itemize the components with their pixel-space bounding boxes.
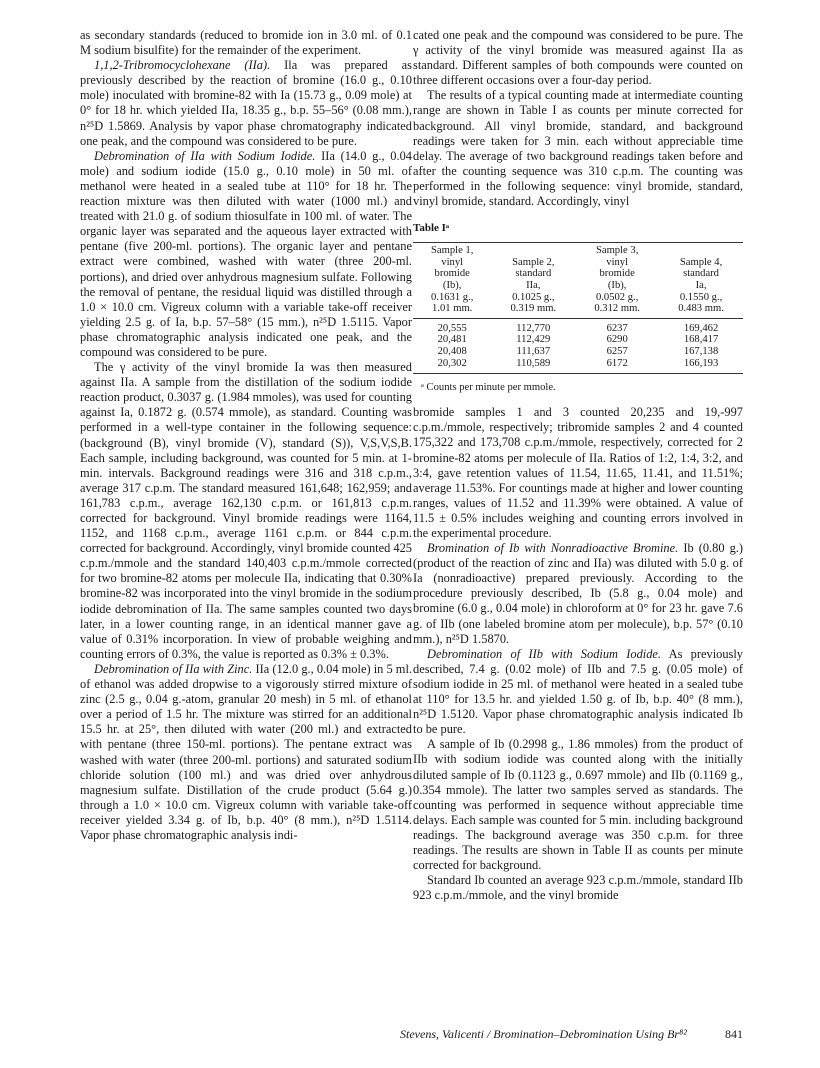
paragraph: Debromination of IIb with Sodium Iodide. As previously described, 7.4 g. (0.02 mole) of IIb and 7.5 g. (0.05 mole) of sodium iodide in 25 ml. of methanol were heated in a sealed tube at 110° for 13.5 hr. and yielded 1.50 g. of Ib, b.p. 40° (8 mm.), n²⁵D 1.5120. Vapor phase chromatographic analysis indicated Ib to be pure. [413, 646, 743, 737]
paragraph: as secondary standards (reduced to bromide ion in 3.0 ml. of 0.1 M sodium bisulfite) for the remainder of the experiment. [80, 28, 412, 58]
left-column [80, 28, 412, 843]
results-table [413, 242, 743, 374]
table-cell: 20,481 [437, 334, 467, 346]
column-header: Sample 2, standard IIa, 0.1025 g., 0.319 mm. [491, 243, 575, 319]
column-header: Sample 1, vinyl bromide (Ib), 0.1631 g., 1.01 mm. [413, 243, 491, 319]
table-cell: 169,462 [683, 322, 719, 334]
table-cell: 20,555 [437, 322, 467, 334]
paragraph: Bromination of Ib with Nonradioactive Bromine. Ib (0.80 g.) (product of the reaction of zinc and IIa) was diluted with 5.0 g. of Ia (nonradioactive) prepared previously. According to the procedure previously described, Ib (5.8 g., 0.04 mole) and bromine (6.0 g., 0.04 mole) in chloroform at 0° for 23 hr. gave 7.6 g. of IIb (one labeled bromine atom per molecule), b.p. 57° (0.10 mm.), n²⁵D 1.5870. [413, 541, 743, 646]
paragraph: Standard Ib counted an average 923 c.p.m./mmole, standard IIb 923 c.p.m./mmole, and the vinyl bromide [413, 873, 743, 903]
table-footnote: ᵃ Counts per minute per mmole. [421, 382, 556, 394]
page-number: 841 [725, 1027, 743, 1041]
section-heading: Debromination of IIa with Sodium Iodide. [94, 148, 316, 163]
table-cell: 6290 [606, 334, 628, 346]
paragraph: Debromination of IIa with Sodium Iodide. IIa (14.0 g., 0.04 mole) and sodium iodide (15.0 g., 0.10 mole) in 50 ml. of methanol were heated in a sealed tube at 110° for 18 hr. The reaction mixture was then diluted with water (1000 ml.) and treated with 21.0 g. of sodium thiosulfate in 100 ml. of water. The organic layer was separated and the aqueous layer extracted with pentane (five 200-ml. portions). The organic layer and pentane extract were combined, washed with water (three 200-ml. portions), and dried over anhydrous magnesium sulfate. Following the removal of pentane, the residual liquid was distilled through a 1.0 × 10.0 cm. Vigreux column with a variable take-off receiver yielding 2.5 g. of Ia, b.p. 57–58° (15 mm.), n²⁵D 1.5115. Vapor phase chromatographic analysis indicated one peak, and the compound was considered to be pure. [80, 148, 412, 359]
table-cell: 166,193 [659, 358, 743, 374]
paragraph: The γ activity of the vinyl bromide Ia was then measured against IIa. A sample from the distillation of the sodium iodide reaction product, 0.3037 g. (1.984 mmoles), was used for counting against Ia, 0.1872 g. (0.574 mmole), as standard. Counting was performed in a well-type container in the following sequence: (background (B), vinyl bromide (V), standard (S)), V,S,V,S,B. Each sample, including background, was counted for 5 min. at 1-min. intervals. Background readings were 316 and 318 c.p.m., average 317 c.p.m. The standard measured 161,648; 162,959; and 161,783 c.p.m., average 162,130 c.p.m. or 161,813 c.p.m. corrected for background. Vinyl bromide readings were 1164, 1152, and 1168 c.p.m., average 1161 c.p.m. or 844 c.p.m. corrected for background. Accordingly, vinyl bromide counted 425 c.p.m./mmole and the standard 140,403 c.p.m./mmole corrected for two bromine-82 atoms per molecule IIa, indicating that 0.30% bromine-82 was incorporated into the vinyl bromide in the sodium iodide debromination of IIa. The same samples counted two days later, in a lower counting range, in an identical manner gave a value of 0.31% incorporation. In view of probable weighing and counting errors of 0.3%, the value is reported as 0.3% ± 0.3%. [80, 360, 412, 661]
right-column [413, 28, 743, 903]
table-cell: 110,589 [491, 358, 575, 374]
table-cell: 6237 [606, 322, 628, 334]
table-row [413, 334, 743, 346]
table-row [413, 318, 743, 334]
table-header-row [413, 243, 743, 319]
section-heading: 1,1,2-Tribromocyclohexane (IIa). [94, 58, 271, 73]
table-cell: 167,138 [683, 345, 719, 357]
column-header: Sample 3, vinyl bromide (Ib), 0.0502 g., 0.312 mm. [575, 243, 659, 319]
paragraph: Debromination of IIa with Zinc. IIa (12.0 g., 0.04 mole) in 5 ml. of ethanol was added dropwise to a vigorously stirred mixture of zinc (2.5 g., 0.04 g.-atom, granular 20 mesh) in 5 ml. of ethanol over a period of 1.5 hr. The mixture was stirred for an additional 15.5 hr. at 25°, then diluted with water (200 ml.) and extracted with pentane (three 150-ml. portions). The pentane extract was washed with water (three 200-ml. portions) and saturated sodium chloride solution (100 ml.) and was dried over anhydrous magnesium sulfate. Distillation of the crude product (5.64 g.) through a 1.0 × 10.0 cm. Vigreux column with variable take-off receiver yielded 3.34 g. of Ib, b.p. 40° (8 mm.), n²⁵D 1.5114. Vapor phase chromatographic analysis indi- [80, 661, 412, 842]
table-cell: 20,408 [437, 345, 467, 357]
paragraph: cated one peak and the compound was considered to be pure. The γ activity of the vinyl bromide was measured against IIa as standard. Different samples of both compounds were counted on three different occasions over a four-day period. [413, 28, 743, 88]
section-heading: Debromination of IIb with Sodium Iodide. [427, 646, 662, 661]
paragraph: 1,1,2-Tribromocyclohexane (IIa). Ila was prepared as previously described by the reaction of bromine (16.0 g., 0.10 mole) inoculated with bromine-82 with Ia (15.73 g., 0.09 mole) at 0° for 18 hr. which yielded IIa, 18.35 g., b.p. 55–56° (0.08 mm.), n²⁵D 1.5869. Analysis by vapor phase chromatography indicated one peak, and the compound was considered to be pure. [80, 58, 412, 148]
column-header: Sample 4, standard Ia, 0.1550 g., 0.483 mm. [659, 243, 743, 319]
section-heading: Debromination of IIa with Zinc. [94, 661, 253, 676]
table-cell: 111,637 [516, 345, 551, 357]
section-heading: Bromination of Ib with Nonradioactive Bromine. [427, 541, 679, 556]
table-cell: 20,302 [413, 358, 491, 374]
table-cell: 168,417 [683, 334, 719, 346]
table-cell: 112,429 [516, 334, 551, 346]
running-title: Stevens, Valicenti / Bromination–Debromination Using Br⁸² [400, 1027, 687, 1041]
table-caption: Table Iᵃ [413, 222, 450, 235]
paragraph: A sample of Ib (0.2998 g., 1.86 mmoles) from the product of IIb with sodium iodide was counted along with the initially diluted sample of Ib (0.1123 g., 0.697 mmole) and IIb (0.1169 g., 0.354 mmole). The latter two samples served as standards. The counting was performed in sequence without appreciable time delays. Each sample was counted for 5 min. including background readings. The background average was 350 c.p.m. for three readings. The results are shown in Table II as counts per minute corrected for background. [413, 737, 743, 873]
table-cell: 112,770 [516, 322, 551, 334]
table-row [413, 346, 743, 358]
table-cell: 6257 [606, 345, 628, 357]
paragraph: bromide samples 1 and 3 counted 20,235 and 19,-997 c.p.m./mmole, respectively; tribromide samples 2 and 4 counted 175,322 and 173,708 c.p.m./mmole, respectively, corrected for 2 bromine-82 atoms per molecule of IIa. Ratios of 1:2, 1:4, 3:2, and 3:4, gave retention values of 11.54, 11.65, 11.41, and 11.51%; average 11.53%. For countings made at higher and lower counting ranges, values of 11.52 and 11.39% were obtained. A value of 11.5 ± 0.5% includes weighing and counting errors involved in the experimental procedure. [413, 405, 743, 540]
table-cell: 6172 [575, 358, 659, 374]
table-row [413, 358, 743, 374]
paragraph: The results of a typical counting made at intermediate counting range are shown in Table I as counts per minute corrected for background. All vinyl bromide, standard, and background readings were taken for 3 min. each without appreciable time delay. The average of two background readings taken before and after the counting sequence was 310 c.p.m. The counting was performed in the following sequence: vinyl bromide, standard, vinyl bromide, standard. Accordingly, vinyl [413, 88, 743, 209]
